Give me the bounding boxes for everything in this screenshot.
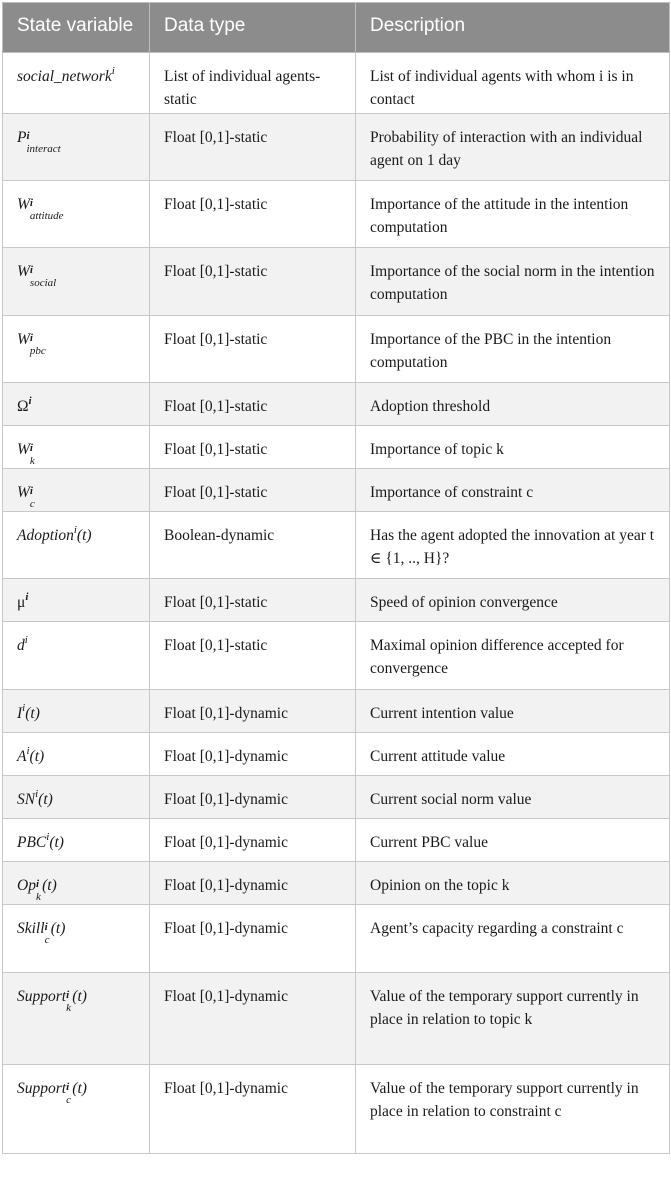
subscript: pbc: [29, 345, 46, 357]
state-variable-cell: [3, 862, 150, 905]
table-row: [3, 248, 670, 316]
description-cell: Agent’s capacity regarding a constraint c: [356, 905, 670, 973]
variable-symbol: Adoption: [17, 527, 74, 544]
data-type-cell: Float [0,1]-static: [150, 248, 356, 316]
description-cell: Maximal opinion difference accepted for convergence: [356, 622, 670, 690]
state-variable-cell: [3, 690, 150, 733]
state-variable-cell: [3, 1065, 150, 1154]
table-row: [3, 469, 670, 512]
description-cell: Importance of the social norm in the intention computation: [356, 248, 670, 316]
data-type-cell: Float [0,1]-dynamic: [150, 733, 356, 776]
subscript: c: [29, 498, 35, 510]
variable-argument: (t): [76, 527, 92, 544]
data-type-cell: Float [0,1]-static: [150, 316, 356, 383]
header-row: [3, 3, 670, 53]
state-variable-cell: [3, 316, 150, 383]
superscript: i: [25, 591, 29, 603]
superscript: i: [73, 524, 77, 536]
state-variable: [17, 634, 28, 654]
table-row: [3, 1065, 670, 1154]
state-variable-cell: [3, 973, 150, 1065]
table-row: [3, 733, 670, 776]
variable-argument: (t): [49, 834, 64, 851]
description-cell: Importance of the attitude in the intention computation: [356, 181, 670, 248]
data-type-cell: Float [0,1]-dynamic: [150, 905, 356, 973]
state-variable: [17, 263, 67, 289]
table-row: [3, 690, 670, 733]
variable-symbol: d: [17, 637, 25, 654]
variable-symbol: Support: [17, 1080, 67, 1097]
state-variable-cell: [3, 819, 150, 862]
subscript: c: [44, 934, 50, 946]
data-type-cell: Float [0,1]-dynamic: [150, 862, 356, 905]
table-row: [3, 316, 670, 383]
state-variable-cell: [3, 383, 150, 426]
superscript: i: [29, 197, 33, 209]
superscript: i: [111, 65, 115, 77]
data-type-cell: List of individual agents-static: [150, 53, 356, 114]
variable-symbol: W: [17, 263, 30, 280]
table-row: [3, 383, 670, 426]
superscript: i: [28, 395, 32, 407]
header-state-variable: State variable: [3, 3, 150, 53]
state-variable: [17, 788, 53, 808]
table-row: [3, 819, 670, 862]
variable-symbol: W: [17, 484, 30, 501]
description-cell: Current attitude value: [356, 733, 670, 776]
subscript: interact: [26, 143, 61, 155]
table-row: [3, 905, 670, 973]
subscript: attitude: [29, 210, 64, 222]
subscript: k: [35, 891, 41, 903]
data-type-cell: Float [0,1]-static: [150, 114, 356, 181]
data-type-cell: Float [0,1]-dynamic: [150, 1065, 356, 1154]
state-variable: [17, 196, 80, 222]
subscript: k: [29, 455, 35, 467]
state-variable-cell: [3, 426, 150, 469]
state-variable: [17, 745, 45, 765]
variable-symbol: SN: [17, 791, 36, 808]
superscript: i: [29, 442, 33, 454]
variable-argument: (t): [72, 988, 87, 1005]
data-type-cell: Float [0,1]-dynamic: [150, 776, 356, 819]
variable-symbol: P: [17, 129, 27, 146]
description-cell: Has the agent adopted the innovation at year t ∈ {1, .., H}?: [356, 512, 670, 579]
description-cell: Value of the temporary support currently in place in relation to topic k: [356, 973, 670, 1065]
variable-symbol: W: [17, 331, 30, 348]
variable-symbol: Op: [17, 877, 36, 894]
superscript: i: [24, 634, 28, 646]
state-variable: [17, 877, 57, 903]
table-body: [3, 53, 670, 1154]
description-cell: Current intention value: [356, 690, 670, 733]
description-cell: List of individual agents with whom i is in contact: [356, 53, 670, 114]
state-variable: [17, 441, 36, 467]
variable-symbol: Ω: [17, 398, 29, 415]
variable-symbol: μ: [17, 594, 26, 611]
description-cell: Value of the temporary support currently in place in relation to constraint c: [356, 1065, 670, 1154]
table-row: [3, 973, 670, 1065]
description-cell: Probability of interaction with an individual agent on 1 day: [356, 114, 670, 181]
data-type-cell: Float [0,1]-dynamic: [150, 819, 356, 862]
state-variable-cell: [3, 114, 150, 181]
data-type-cell: Float [0,1]-dynamic: [150, 690, 356, 733]
variable-symbol: W: [17, 441, 30, 458]
state-variable-cell: [3, 181, 150, 248]
subscript: k: [66, 1002, 71, 1014]
state-variables-table: [2, 2, 670, 1154]
state-variable-cell: [3, 776, 150, 819]
data-type-cell: Float [0,1]-static: [150, 383, 356, 426]
variable-argument: (t): [50, 920, 66, 937]
superscript: i: [66, 989, 70, 1001]
header-data-type: Data type: [150, 3, 356, 53]
header-description: Description: [356, 3, 670, 53]
description-cell: Importance of constraint c: [356, 469, 670, 512]
variable-argument: (t): [25, 705, 40, 722]
superscript: i: [29, 485, 33, 497]
variable-symbol: Support: [17, 988, 67, 1005]
description-cell: Opinion on the topic k: [356, 862, 670, 905]
description-cell: Speed of opinion convergence: [356, 579, 670, 622]
state-variable-cell: [3, 579, 150, 622]
table-header: [3, 3, 670, 53]
variable-argument: (t): [72, 1080, 87, 1097]
description-cell: Importance of topic k: [356, 426, 670, 469]
state-variable: [17, 702, 40, 722]
superscript: i: [29, 332, 33, 344]
variable-symbol: PBC: [17, 834, 47, 851]
variable-symbol: social_network: [17, 68, 112, 85]
description-cell: Adoption threshold: [356, 383, 670, 426]
superscript: i: [22, 702, 26, 714]
variable-argument: (t): [38, 791, 53, 808]
superscript: i: [46, 831, 50, 843]
state-variable: [17, 524, 92, 544]
variable-symbol: Skill: [17, 920, 45, 937]
state-variable-cell: [3, 622, 150, 690]
data-type-cell: Float [0,1]-static: [150, 426, 356, 469]
state-variable: [17, 395, 32, 415]
variable-argument: (t): [42, 877, 57, 894]
table-row: [3, 776, 670, 819]
state-variable-cell: [3, 733, 150, 776]
variable-symbol: A: [17, 748, 27, 765]
superscript: i: [35, 878, 40, 890]
state-variable: [17, 484, 36, 510]
state-variable: [17, 65, 115, 85]
state-variable-cell: [3, 248, 150, 316]
data-type-cell: Float [0,1]-dynamic: [150, 973, 356, 1065]
superscript: i: [26, 745, 30, 757]
state-variable: [17, 129, 76, 155]
state-variable-cell: [3, 53, 150, 114]
variable-argument: (t): [29, 748, 45, 765]
table-row: [3, 53, 670, 114]
description-cell: Current social norm value: [356, 776, 670, 819]
state-variable: [17, 988, 87, 1014]
state-variable: [17, 331, 49, 357]
data-type-cell: Float [0,1]-static: [150, 622, 356, 690]
state-variable: [17, 920, 66, 946]
subscript: c: [66, 1094, 71, 1106]
state-variable: [17, 591, 29, 611]
state-variable-cell: [3, 905, 150, 973]
state-variable-cell: [3, 469, 150, 512]
data-type-cell: Float [0,1]-static: [150, 579, 356, 622]
table-row: [3, 114, 670, 181]
superscript: i: [29, 264, 33, 276]
table-row: [3, 512, 670, 579]
variable-symbol: I: [17, 705, 23, 722]
superscript: i: [35, 788, 39, 800]
description-cell: Importance of the PBC in the intention computation: [356, 316, 670, 383]
state-variable-cell: [3, 512, 150, 579]
table-row: [3, 622, 670, 690]
data-type-cell: Float [0,1]-static: [150, 469, 356, 512]
table-row: [3, 181, 670, 248]
table-row: [3, 426, 670, 469]
superscript: i: [66, 1081, 70, 1093]
data-type-cell: Boolean-dynamic: [150, 512, 356, 579]
table-row: [3, 862, 670, 905]
subscript: social: [29, 277, 57, 289]
superscript: i: [44, 921, 48, 933]
superscript: i: [26, 130, 30, 142]
data-type-cell: Float [0,1]-static: [150, 181, 356, 248]
table-row: [3, 579, 670, 622]
description-cell: Current PBC value: [356, 819, 670, 862]
variable-symbol: W: [17, 196, 30, 213]
state-variable: [17, 831, 64, 851]
state-variable: [17, 1080, 87, 1106]
